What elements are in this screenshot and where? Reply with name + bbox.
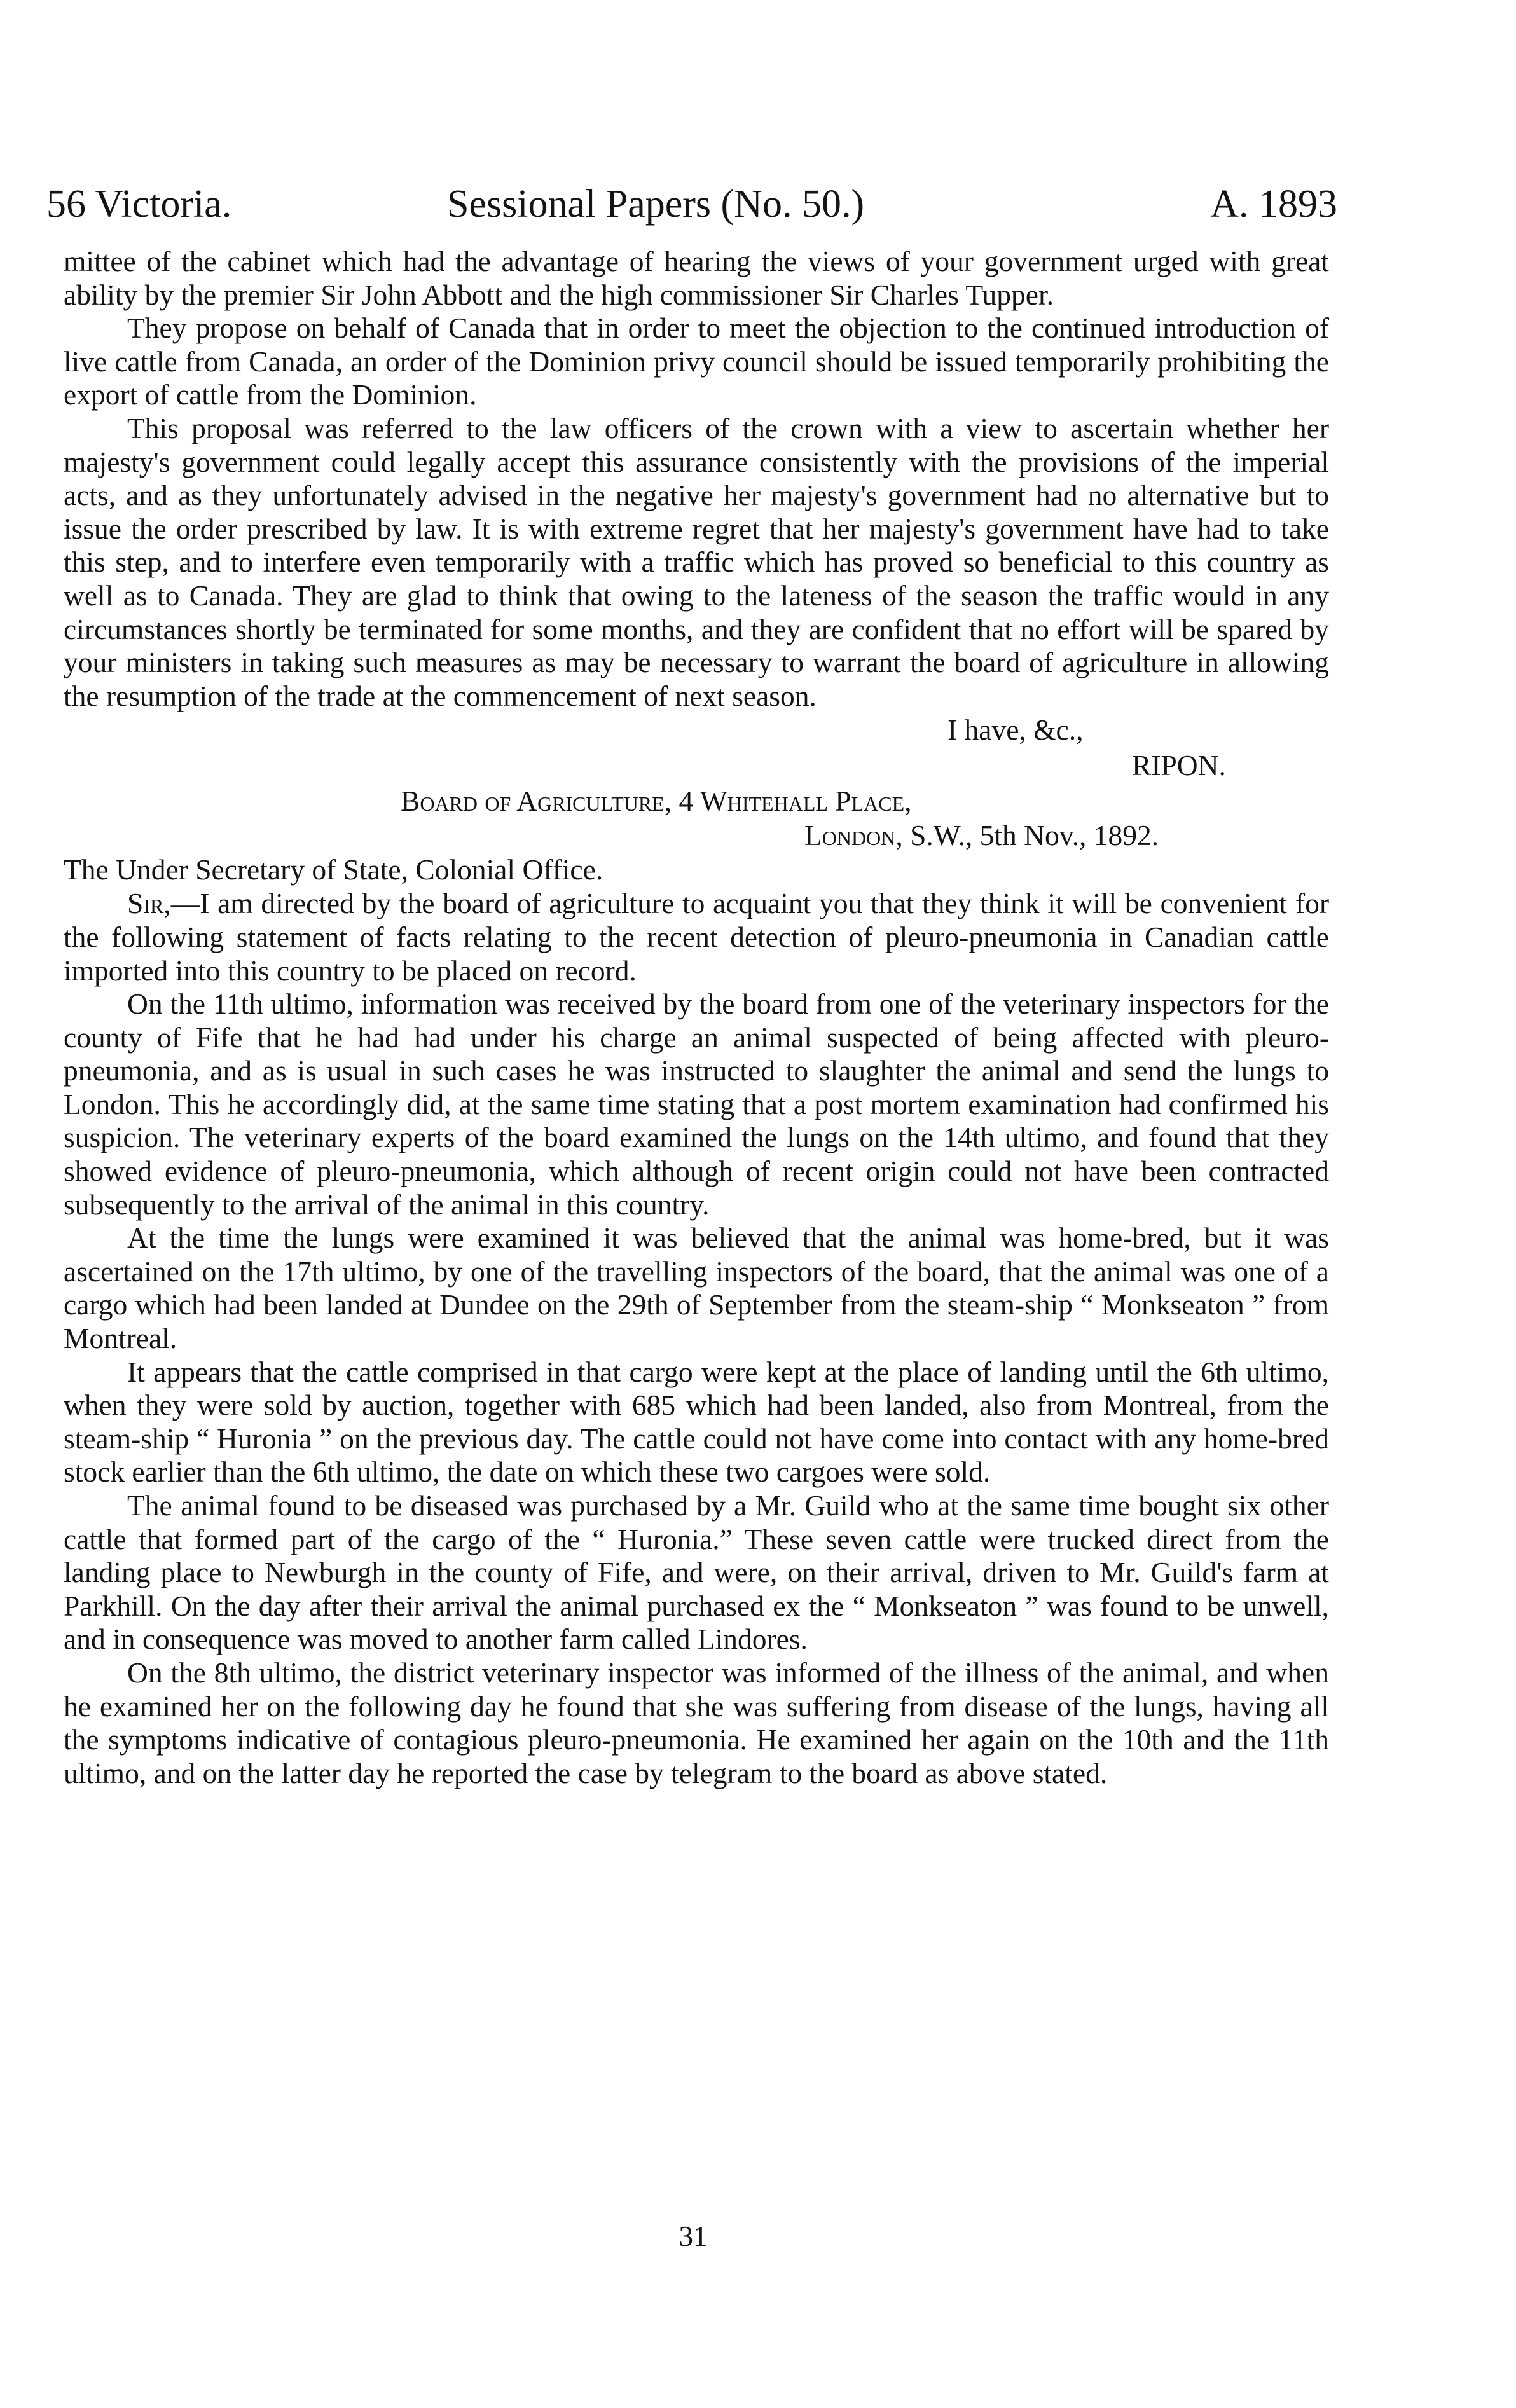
paragraph: They propose on behalf of Canada that in order to meet the objection to the continued introduction of live cattle from Canada, an order of the Dominion privy council should be issued temporarily prohibiting the export of cattle from the Dominion. <box>64 312 1329 411</box>
letter-paragraph: At the time the lungs were examined it was believed that the animal was home-bred, but it was ascertained on the 17th ultimo, by one of the travelling inspectors of the board, that the animal was one of a cargo which had been landed at Dundee on the 29th of September from the steam-ship “ Monkseaton ” from Montreal. <box>64 1221 1329 1355</box>
salutation: Sir, <box>127 887 171 920</box>
header-session: 56 Victoria. <box>46 182 232 226</box>
letterhead-place: London, <box>804 819 903 852</box>
letter-paragraph: The animal found to be diseased was purchased by a Mr. Guild who at the same time bought six other cattle that formed part of the cargo of the “ Huronia.” These seven cattle were trucked direct from the landing place to Newburgh in the county of Fife, and were, on their arrival, driven to Mr. Guild's farm at Parkhill. On the day after their arrival the animal purchased ex the “ Monkseaton ” was found to be unwell, and in consequence was moved to another farm called Lindores. <box>64 1489 1329 1656</box>
addressee: The Under Secretary of State, Colonial Office. <box>64 853 603 886</box>
signature: RIPON. <box>1132 749 1226 782</box>
letterhead-line: Board of Agriculture, 4 Whitehall Place, <box>401 785 912 818</box>
letter-paragraph-opening <box>64 887 1329 987</box>
letterhead-date: S.W., 5th Nov., 1892. <box>902 819 1159 852</box>
letter-paragraph: On the 11th ultimo, information was received by the board from one of the veterinary inspectors for the county of Fife that he had had under his charge an animal suspected of being affected with pleuro-pneumonia, and as is usual in such cases he was instructed to slaughter the animal and send the lungs to London. This he accordingly did, at the same time stating that a post mortem examination had confirmed his suspicion. The veterinary experts of the board examined the lungs on the 14th ultimo, and found that they showed evidence of pleuro-pneumonia, which although of recent origin could not have been contracted subsequently to the arrival of the animal in this country. <box>64 987 1329 1221</box>
letter-paragraph: It appears that the cattle comprised in that cargo were kept at the place of landing until the 6th ultimo, when they were sold by auction, together with 685 which had been landed, also from Montreal, from the steam-ship “ Huronia ” on the previous day. The cattle could not have come into contact with any home-bred stock earlier than the 6th ultimo, the date on which these two cargoes were sold. <box>64 1355 1329 1489</box>
letter-opening-text: —I am directed by the board of agriculture to acquaint you that they think it will be convenient for the following statement of facts relating to the recent detection of pleuro-pneumonia in Canadian cattle imported into this country to be placed on record. <box>64 887 1329 987</box>
closing-phrase: I have, &c., <box>948 713 1084 746</box>
running-header <box>46 175 1337 233</box>
paragraph-continued: mittee of the cabinet which had the advantage of hearing the views of your government urged with great ability by the premier Sir John Abbott and the high commissioner Sir Charles Tupper. <box>64 245 1329 311</box>
paragraph: This proposal was referred to the law officers of the crown with a view to ascertain whether her majesty's government could legally accept this assurance consistently with the provisions of the imperial acts, and as they unfortunately advised in the negative her majesty's government had no alternative but to issue the order prescribed by law. It is with extreme regret that her majesty's government have had to take this step, and to interfere even temporarily with a traffic which has proved so beneficial to this country as well as to Canada. They are glad to think that owing to the lateness of the season the traffic would in any circumstances shortly be terminated for some months, and they are confident that no effort will be spared by your ministers in taking such measures as may be necessary to warrant the board of agriculture in allowing the resumption of the trade at the commencement of next season. <box>64 411 1329 712</box>
page-number: 31 <box>679 2220 708 2252</box>
header-year: A. 1893 <box>1210 182 1337 226</box>
letterhead-date-line <box>64 818 1329 853</box>
document-body <box>64 245 1329 1790</box>
header-title: Sessional Papers (No. 50.) <box>447 182 865 226</box>
letter-paragraph: On the 8th ultimo, the district veterinary inspector was informed of the illness of the animal, and when he examined her on the following day he found that she was suffering from disease of the lungs, having all the symptoms indicative of contagious pleuro-pneumonia. He examined her again on the 10th and the 11th ultimo, and on the latter day he reported the case by telegram to the board as above stated. <box>64 1656 1329 1789</box>
